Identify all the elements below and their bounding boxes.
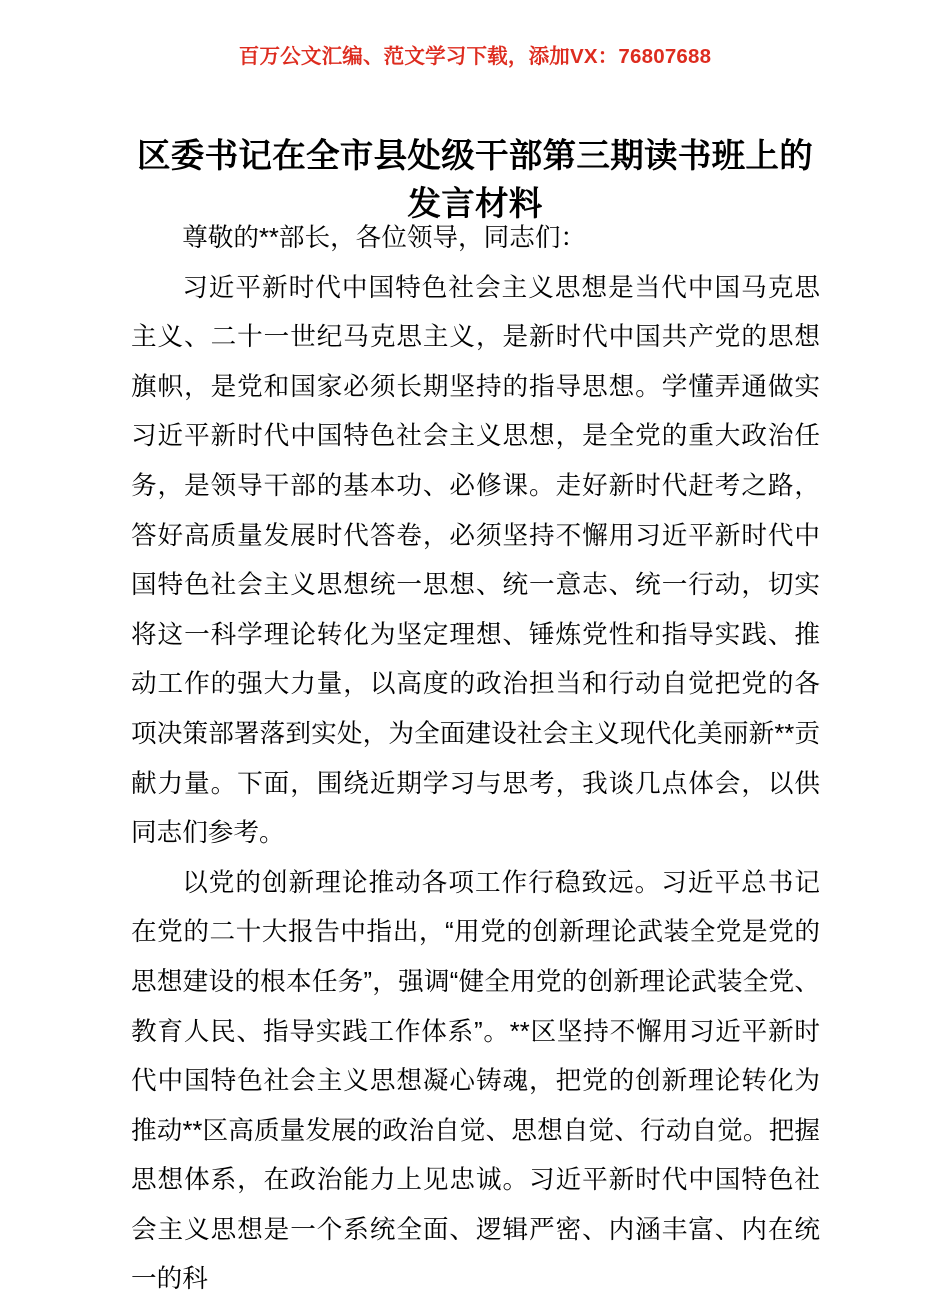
promo-banner: 百万公文汇编、范文学习下载，添加VX：76807688 xyxy=(238,45,712,68)
body-paragraph-2: 以党的创新理论推动各项工作行稳致远。习近平总书记在党的二十大报告中指出，“用党的创新理论武装全党是党的思想建设的根本任务”，强调“健全用党的创新理论武装全党、教育人民、指导实践工作体系”。**区坚持不懈用习近平新时代中国特色社会主义思想凝心铸魂，把党的创新理论转化为推动**区高质量发展的政治自觉、思想自觉、行动自觉。把握思想体系，在政治能力上见忠诚。习近平新时代中国特色社会主义思想是一个系统全面、逻辑严密、内涵丰富、内在统一的科 xyxy=(131,868,820,1294)
page-title: 区委书记在全市县处级干部第三期读书班上的发言材料 xyxy=(137,138,813,224)
body-paragraph-1: 习近平新时代中国特色社会主义思想是当代中国马克思主义、二十一世纪马克思主义，是新时代中国共产党的思想旗帜，是党和国家必须长期坚持的指导思想。学懂弄通做实习近平新时代中国特色社会主义思想，是全党的重大政治任务，是领导干部的基本功、必修课。走好新时代赶考之路，答好高质量发展时代答卷，必须坚持不懈用习近平新时代中国特色社会主义思想统一思想、统一意志、统一行动，切实将这一科学理论转化为坚定理想、锤炼党性和指导实践、推动工作的强大力量，以高度的政治担当和行动自觉把党的各项决策部署落到实处，为全面建设社会主义现代化美丽新**贡献力量。下面，围绕近期学习与思考，我谈几点体会，以供同志们参考。 xyxy=(131,273,820,848)
salutation-line: 尊敬的**部长，各位领导，同志们： xyxy=(182,224,587,252)
document-body xyxy=(131,214,820,1305)
